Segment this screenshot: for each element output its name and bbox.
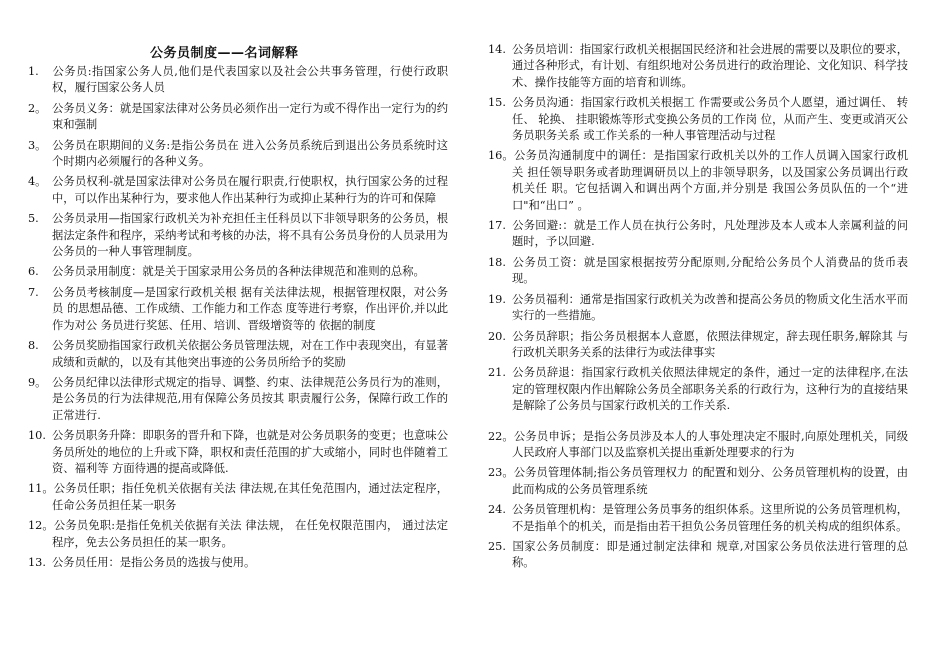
term-number: 19.: [488, 292, 506, 306]
term-definition: 公务员任职；指任免机关依据有关法 律法规,在其任免范围内，通过法定程序，任命公务员担任某一职务: [52, 482, 448, 512]
term-definition: 公务员职务升降：即职务的晋升和下降，也就是对公务员职务的变更；也意味公务员所处的地位的上升或下降，职权和责任范围的扩大或缩小，同时也伴随着工资、福利等 方面待遇的提高或降低.: [52, 429, 448, 475]
term-number: 10.: [28, 429, 46, 443]
term-number: 4。: [28, 175, 47, 189]
term-number: 1.: [28, 65, 39, 78]
term-item: [488, 502, 908, 535]
term-definition: 公务员免职:是指任免机关依据有关法 律法规， 在任免权限范围内， 通过法定程序，免去公务员担任的某一职务。: [52, 519, 448, 549]
term-item: [28, 64, 448, 97]
left-term-list: [28, 64, 448, 571]
term-definition: 国家公务员制度：即是通过制定法律和 规章,对国家公务员依法进行管理的总称。: [512, 539, 908, 570]
term-item: [28, 555, 448, 571]
term-item: [488, 255, 908, 288]
term-definition: 公务员录用制度：就是关于国家录用公务员的各种法律规范和准则的总称。: [52, 265, 425, 279]
term-definition: 公务员考核制度—是国家行政机关根 据有关法律法规，根据管理权限，对公务员 的思想品德、工作成绩、工作能力和工作态 度等进行考察，作出评价,并以此作为对公 务员进行奖惩、任用、培训、晋级增资等的 依据的制度: [52, 285, 448, 332]
term-item: [488, 148, 908, 214]
term-item: [488, 465, 908, 498]
term-number: 25.: [488, 539, 506, 553]
term-item: [488, 539, 908, 572]
term-definition: 公务员沟通：指国家行政机关根据工 作需要或公务员个人愿望，通过调任、 转任、 轮换、 挂职锻炼等形式变换公务员的工作岗 位，从而产生、变更或消灭公务员职务关系 或工作关系的一种人事管理活动与过程: [512, 96, 908, 143]
term-definition: 公务员纪律以法律形式规定的指导、调整、约束、法律规范公务员行为的准则，是公务员的行为法律规范,用有保障公务员按其 职责履行公务，保障行政工作的正常进行.: [52, 375, 448, 422]
term-number: 12。: [28, 519, 54, 533]
term-item: [488, 42, 908, 91]
term-definition: 公务员任用：是指公务员的选拔与使用。: [52, 555, 256, 569]
term-number: 9。: [28, 375, 47, 389]
term-definition: 公务员管理体制;指公务员管理权力 的配置和划分、公务员管理机构的设置，由此而构成的公务员管理系统: [512, 466, 908, 496]
right-column: [488, 42, 908, 576]
term-item: [28, 101, 448, 134]
term-number: 7.: [28, 285, 39, 299]
term-definition: 公务员申诉；是指公务员涉及本人的人事处理决定不服时,向原处理机关，同级人民政府人事部门以及监察机关提出重新处理要求的行为: [512, 429, 908, 459]
term-item: [488, 365, 908, 414]
term-number: 18.: [488, 255, 506, 269]
term-item: [488, 95, 908, 144]
term-number: 11。: [28, 482, 54, 496]
term-item: [488, 218, 908, 251]
term-item: [28, 211, 448, 260]
term-definition: 公务员沟通制度中的调任：是指国家行政机关以外的工作人员调入国家行政机关 担任领导职务或者助理调研员以上的非领导职务，以及国家公务员调出行政机关任 职。它包括调入和调出两个方面,并分别是 我国公务员队伍的一个“进口"和“出口” 。: [512, 149, 908, 212]
term-definition: 公务员培训：指国家行政机关根据国民经济和社会进展的需要以及职位的要求，通过各种形式，有计划、有组织地对公务员进行的政治理论、文化知识、科学技术、操作技能等方面的培育和训练。: [512, 43, 908, 89]
term-number: 14.: [488, 43, 506, 56]
term-definition: 公务员辞退：指国家行政机关依照法律规定的条件，通过一定的法律程序,在法定的管理权限内作出解除公务员全部职务关系的行政行为，这种行为的直接结果是解除了公务员与国家行政机关的工作关系.: [512, 366, 908, 413]
term-definition: 公务员管理机构：是管理公务员事务的组织体系。这里所说的公务员管理机构，不是指单个的机关，而是指由若干担负公务员管理任务的机关构成的组织体系。: [512, 503, 908, 533]
term-number: 16。: [488, 149, 514, 163]
term-definition: 公务员:指国家公务人员,他们是代表国家以及社会公共事务管理，行使行政职权，履行国家公务人员: [52, 65, 448, 95]
term-number: 8.: [28, 339, 39, 353]
term-definition: 公务员在职期间的义务:是指公务员在 进入公务员系统后到退出公务员系统时这个时期内必须履行的各种义务。: [52, 138, 448, 169]
term-item: [28, 428, 448, 477]
right-term-list: [488, 42, 908, 572]
term-item: [28, 375, 448, 424]
term-item: [488, 292, 908, 325]
term-definition: 公务员福利：通常是指国家行政机关为改善和提高公务员的物质文化生活水平而 实行的一些措施。: [512, 292, 908, 323]
term-number: 2。: [28, 101, 47, 115]
term-item: [28, 138, 448, 171]
term-item: [488, 429, 908, 462]
term-number: 5.: [28, 212, 39, 226]
term-definition: 公务员权利-就是国家法律对公务员在履行职责,行使职权，执行国家公务的过程中，可以作出某种行为，要求他人作出某种行为或抑止某种行为的许可和保障: [52, 175, 448, 205]
term-number: 20.: [488, 329, 506, 343]
term-number: 22。: [488, 429, 514, 443]
term-number: 23。: [488, 466, 514, 480]
term-definition: 公务回避:：就是工作人员在执行公务时，凡处理涉及本人或本人亲属利益的问题时，予以回避.: [512, 219, 908, 249]
term-definition: 公务员辞职；指公务员根据本人意愿，依照法律规定，辞去现任职务,解除其 与行政机关职务关系的法律行为或法律事实: [512, 329, 908, 359]
left-column: [28, 44, 448, 575]
term-number: 24.: [488, 503, 506, 517]
term-definition: 公务员工资：就是国家根据按劳分配原则,分配给公务员个人消费品的货币表现。: [512, 255, 908, 286]
term-definition: 公务员奖励指国家行政机关依据公务员管理法规，对在工作中表现突出，有显著成绩和贡献的，以及有其他突出事迹的公务员所给予的奖励: [52, 339, 448, 369]
term-number: 17.: [488, 219, 506, 233]
term-number: 3。: [28, 138, 47, 152]
term-number: 15.: [488, 96, 506, 110]
term-item: [28, 518, 448, 551]
term-item: [28, 174, 448, 207]
term-number: 6.: [28, 265, 39, 279]
term-item: [488, 329, 908, 362]
term-number: 21.: [488, 366, 506, 380]
term-definition: 公务员录用—指国家行政机关为补充担任主任科员以下非领导职务的公务员，根据法定条件和程序，采纳考试和考核的办法，将不具有公务员身份的人员录用为公务员的一种人事管理制度。: [52, 212, 448, 259]
term-item: [28, 481, 448, 514]
document-title: 公务员制度——名词解释: [150, 46, 299, 61]
term-item: [28, 285, 448, 334]
term-definition: 公务员义务：就是国家法律对公务员必须作出一定行为或不得作出一定行为的约束和强制: [52, 101, 448, 132]
term-number: 13.: [28, 555, 46, 569]
term-item: [28, 264, 448, 280]
term-item: [28, 338, 448, 371]
